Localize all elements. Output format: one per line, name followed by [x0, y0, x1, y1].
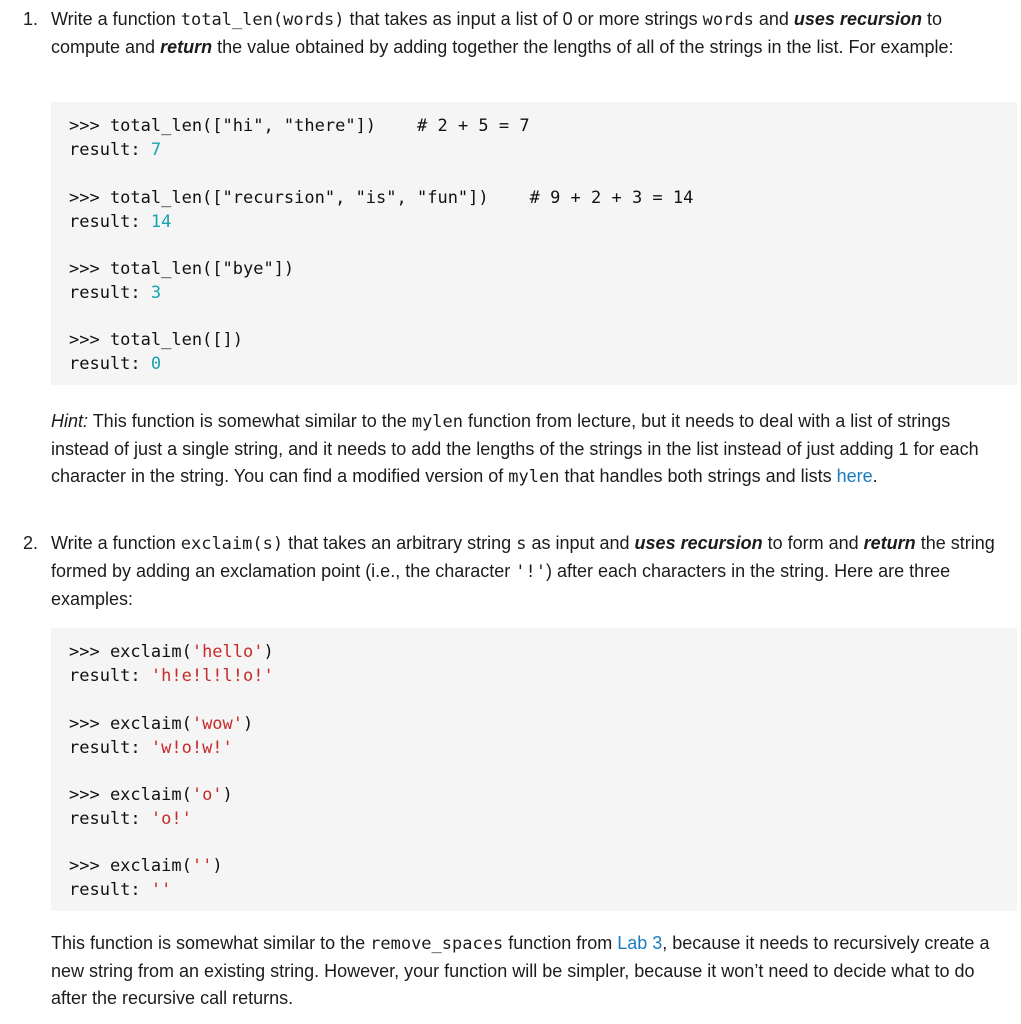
text: function from	[503, 933, 618, 953]
text: that takes an arbitrary string	[283, 533, 517, 553]
emphasis: uses recursion	[634, 533, 763, 553]
item-1-prompt	[51, 6, 1011, 61]
code-line	[69, 186, 693, 210]
result-value: ''	[150, 880, 172, 900]
result-label: result:	[69, 738, 151, 758]
inline-code: s	[516, 534, 527, 554]
code-line	[69, 878, 171, 902]
lab-3-link[interactable]: Lab 3	[617, 933, 663, 953]
code-call: >>> exclaim(	[69, 714, 192, 734]
inline-code: exclaim(s)	[180, 534, 284, 554]
result-value: 'o!'	[150, 809, 192, 829]
text: that handles both strings and lists	[559, 466, 837, 486]
emphasis: uses recursion	[793, 9, 922, 29]
text: Write a function	[51, 533, 181, 553]
code-line	[69, 807, 192, 831]
code-line	[69, 712, 253, 736]
item-2-number: 2.	[23, 533, 39, 553]
text: ) after each characters in the string. Here are three examples:	[51, 561, 951, 609]
code-line	[69, 257, 294, 281]
code-arg: 'hello'	[191, 642, 264, 662]
text: the value obtained by adding together the lengths of all of the strings in the list. For example:	[212, 37, 954, 57]
here-link[interactable]: here	[836, 466, 873, 486]
code-call: >>> total_len(["bye"])	[69, 259, 295, 279]
code-line	[69, 281, 161, 305]
result-value: 7	[150, 140, 162, 160]
code-close: )	[212, 856, 223, 876]
code-arg: 'o'	[191, 785, 223, 805]
emphasis: return	[863, 533, 916, 553]
emphasis: return	[160, 37, 213, 57]
code-call: >>> exclaim(	[69, 642, 192, 662]
code-line	[69, 114, 530, 138]
code-call: >>> exclaim(	[69, 785, 192, 805]
code-block-total-len	[51, 102, 1017, 385]
code-close: )	[243, 714, 254, 734]
code-line	[69, 664, 274, 688]
item-2-prompt	[51, 530, 1011, 613]
text: Write a function	[51, 9, 181, 29]
result-label: result:	[69, 212, 151, 232]
text: and	[753, 9, 794, 29]
code-call: >>> total_len([])	[69, 330, 243, 350]
code-line	[69, 736, 233, 760]
item-1-number: 1.	[23, 9, 39, 29]
result-value: 3	[150, 283, 162, 303]
code-block-exclaim	[51, 628, 1017, 911]
code-arg: 'wow'	[191, 714, 244, 734]
result-label: result:	[69, 880, 151, 900]
code-call: >>> total_len(["hi", "there"])	[69, 116, 377, 136]
result-label: result:	[69, 140, 151, 160]
code-line	[69, 352, 161, 376]
result-value: 0	[150, 354, 162, 374]
code-line	[69, 640, 274, 664]
inline-code: words	[702, 10, 754, 30]
result-label: result:	[69, 809, 151, 829]
code-arg: ''	[191, 856, 213, 876]
text: , because it needs to recursively create a new string from an existing string. However, your function will be simpler, because it won’t need to decide what to do after the recursive call returns.	[51, 933, 990, 1008]
code-line	[69, 138, 161, 162]
code-close: )	[222, 785, 233, 805]
text: This function is somewhat similar to the	[51, 933, 371, 953]
result-label: result:	[69, 666, 151, 686]
text: to form and	[762, 533, 864, 553]
result-label: result:	[69, 283, 151, 303]
text: to compute and	[51, 9, 942, 57]
text: .	[872, 466, 878, 486]
code-line	[69, 783, 233, 807]
result-label: result:	[69, 354, 151, 374]
code-close: )	[263, 642, 274, 662]
item-2-note	[51, 930, 1011, 1012]
result-value: 'h!e!l!l!o!'	[150, 666, 274, 686]
text: the string formed by adding an exclamation point (i.e., the character	[51, 533, 995, 581]
inline-code: mylen	[508, 467, 560, 487]
inline-code: total_len(words)	[180, 10, 345, 30]
code-call: >>> exclaim(	[69, 856, 192, 876]
item-1-hint	[51, 408, 1011, 491]
code-line	[69, 328, 243, 352]
inline-code: remove_spaces	[370, 934, 504, 954]
text: that takes as input a list of 0 or more strings	[344, 9, 703, 29]
text: This function is somewhat similar to the	[88, 411, 412, 431]
inline-code: mylen	[411, 412, 464, 432]
code-line	[69, 854, 223, 878]
code-comment: # 9 + 2 + 3 = 14	[529, 188, 694, 208]
code-comment: # 2 + 5 = 7	[417, 116, 530, 136]
code-call: >>> total_len(["recursion", "is", "fun"])	[69, 188, 489, 208]
inline-code: '!'	[515, 562, 546, 582]
code-line	[69, 210, 171, 234]
result-value: 14	[150, 212, 172, 232]
text: function from lecture, but it needs to deal with a list of strings instead of just a single string, and it needs to add the lengths of the strings in the list instead of just adding 1 for each character in the string. You can find a modified version of	[51, 411, 979, 486]
text: as input and	[526, 533, 635, 553]
result-value: 'w!o!w!'	[150, 738, 233, 758]
hint-label: Hint:	[51, 411, 89, 431]
